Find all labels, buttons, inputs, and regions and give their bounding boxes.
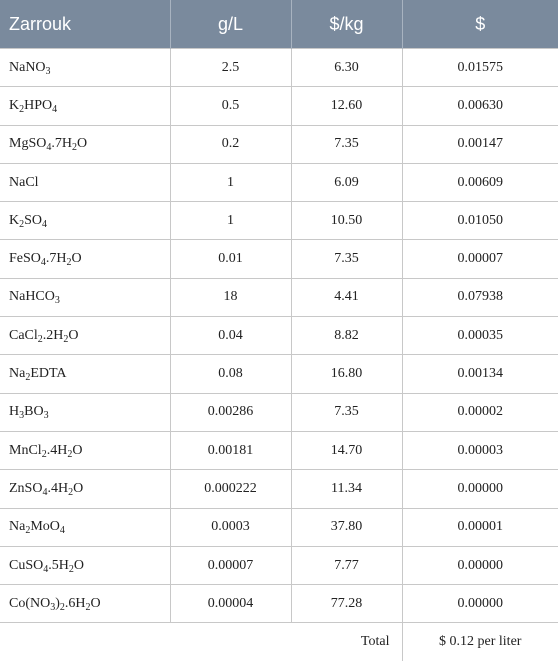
formula-subscript: 3 <box>19 410 25 422</box>
cell-cost: 0.01575 <box>402 49 558 87</box>
table-row <box>0 546 558 584</box>
formula-subscript: 2 <box>71 142 77 154</box>
formula-subscript: 2 <box>63 333 69 345</box>
cell-cost: 0.00000 <box>402 470 558 508</box>
table-body <box>0 49 558 661</box>
formula-text: .2H <box>42 327 64 343</box>
cell-concentration: 1 <box>170 202 291 240</box>
cell-concentration: 2.5 <box>170 49 291 87</box>
table-row <box>0 393 558 431</box>
cell-cost: 0.00035 <box>402 317 558 355</box>
formula-subscript: 4 <box>52 103 58 115</box>
formula-text: CuSO <box>9 557 44 573</box>
formula-subscript: 4 <box>42 218 48 230</box>
formula-text: NaNO <box>9 59 46 75</box>
cell-concentration: 0.000222 <box>170 470 291 508</box>
cell-cost: 0.00000 <box>402 546 558 584</box>
cell-compound <box>0 355 170 393</box>
formula-text: SO <box>24 212 43 228</box>
cell-price-per-kg: 7.77 <box>291 546 402 584</box>
formula-text: MnCl <box>9 442 42 458</box>
table-row <box>0 163 558 201</box>
formula-subscript: 4 <box>40 257 46 269</box>
formula-text: ZnSO <box>9 480 43 496</box>
formula-text: O <box>90 595 101 611</box>
formula-text: Na <box>9 519 26 535</box>
formula-subscript: 4 <box>43 563 49 575</box>
cell-price-per-kg: 77.28 <box>291 585 402 623</box>
formula-text: FeSO <box>9 251 41 267</box>
cell-cost: 0.00000 <box>402 585 558 623</box>
cell-price-per-kg: 7.35 <box>291 240 402 278</box>
cell-concentration: 1 <box>170 163 291 201</box>
formula-subscript: 4 <box>42 486 48 498</box>
cell-cost: 0.00002 <box>402 393 558 431</box>
formula-text: O <box>68 327 79 343</box>
formula-subscript: 4 <box>46 142 52 154</box>
formula-subscript: 3 <box>43 410 49 422</box>
column-header-cost: $ <box>402 0 558 49</box>
cell-compound <box>0 585 170 623</box>
cell-compound <box>0 240 170 278</box>
formula-text: ) <box>55 595 60 611</box>
cell-concentration: 0.5 <box>170 87 291 125</box>
cell-price-per-kg: 8.82 <box>291 317 402 355</box>
cell-concentration: 0.08 <box>170 355 291 393</box>
formula-text: BO <box>24 404 44 420</box>
cell-compound <box>0 431 170 469</box>
cell-cost: 0.00007 <box>402 240 558 278</box>
cell-cost: 0.00001 <box>402 508 558 546</box>
cell-price-per-kg: 6.09 <box>291 163 402 201</box>
formula-text: .6H <box>64 595 86 611</box>
cell-cost: 0.00134 <box>402 355 558 393</box>
formula-text: .7H <box>51 136 72 152</box>
formula-subscript: 2 <box>41 448 47 460</box>
cell-compound <box>0 393 170 431</box>
column-header-price-per-kg: $/kg <box>291 0 402 49</box>
formula-text: EDTA <box>30 366 67 382</box>
cell-compound <box>0 317 170 355</box>
formula-text: CaCl <box>9 327 38 343</box>
formula-text: O <box>73 480 84 496</box>
column-header-medium: Zarrouk <box>0 0 170 49</box>
cell-concentration: 18 <box>170 278 291 316</box>
formula-text: Na <box>9 366 26 382</box>
table-row <box>0 278 558 316</box>
formula-subscript: 2 <box>85 601 91 613</box>
formula-text: O <box>73 557 84 573</box>
cell-price-per-kg: 16.80 <box>291 355 402 393</box>
cell-cost: 0.00147 <box>402 125 558 163</box>
cell-concentration: 0.0003 <box>170 508 291 546</box>
cell-compound <box>0 125 170 163</box>
formula-subscript: 2 <box>37 333 43 345</box>
formula-text: K <box>9 212 20 228</box>
cell-compound <box>0 49 170 87</box>
cell-concentration: 0.2 <box>170 125 291 163</box>
formula-subscript: 2 <box>19 103 25 115</box>
table-row <box>0 240 558 278</box>
formula-subscript: 2 <box>25 372 31 384</box>
formula-text: H <box>9 404 20 420</box>
formula-text: O <box>76 136 88 152</box>
formula-text: K <box>9 97 20 113</box>
cell-price-per-kg: 6.30 <box>291 49 402 87</box>
formula-subscript: 2 <box>66 257 72 269</box>
cell-compound <box>0 202 170 240</box>
cell-compound <box>0 278 170 316</box>
formula-text: HPO <box>24 97 53 113</box>
formula-text: NaHCO <box>9 289 55 305</box>
formula-subscript: 2 <box>68 486 74 498</box>
formula-subscript: 2 <box>59 601 65 613</box>
formula-subscript: 2 <box>19 218 25 230</box>
formula-text: .5H <box>48 557 69 573</box>
cell-concentration: 0.04 <box>170 317 291 355</box>
formula-text: MoO <box>30 519 60 535</box>
cell-price-per-kg: 12.60 <box>291 87 402 125</box>
table-row <box>0 585 558 623</box>
cell-compound <box>0 163 170 201</box>
formula-text: O <box>71 251 82 267</box>
cell-cost: 0.07938 <box>402 278 558 316</box>
cell-concentration: 0.00286 <box>170 393 291 431</box>
cell-compound <box>0 87 170 125</box>
table-row <box>0 470 558 508</box>
column-header-concentration: g/L <box>170 0 291 49</box>
total-value: $ 0.12 per liter <box>402 623 558 661</box>
cell-compound <box>0 546 170 584</box>
cell-cost: 0.00003 <box>402 431 558 469</box>
cell-concentration: 0.00181 <box>170 431 291 469</box>
table-row <box>0 87 558 125</box>
formula-subscript: 2 <box>68 563 74 575</box>
cell-concentration: 0.00004 <box>170 585 291 623</box>
formula-subscript: 4 <box>59 525 65 537</box>
cell-concentration: 0.00007 <box>170 546 291 584</box>
table-row <box>0 49 558 87</box>
cell-price-per-kg: 11.34 <box>291 470 402 508</box>
table-row <box>0 508 558 546</box>
formula-subscript: 3 <box>50 601 56 613</box>
formula-text: MgSO <box>9 136 47 152</box>
table-row <box>0 355 558 393</box>
formula-text: .4H <box>47 480 69 496</box>
cell-price-per-kg: 4.41 <box>291 278 402 316</box>
formula-subscript: 3 <box>45 65 51 77</box>
table-row <box>0 202 558 240</box>
cell-price-per-kg: 14.70 <box>291 431 402 469</box>
table-row <box>0 431 558 469</box>
formula-text: O <box>72 442 83 458</box>
cell-cost: 0.00609 <box>402 163 558 201</box>
formula-text: Co(NO <box>9 595 51 611</box>
cell-cost: 0.00630 <box>402 87 558 125</box>
formula-text: NaCl <box>9 174 39 190</box>
table-row <box>0 317 558 355</box>
cell-price-per-kg: 10.50 <box>291 202 402 240</box>
cell-price-per-kg: 7.35 <box>291 125 402 163</box>
formula-subscript: 3 <box>54 295 60 307</box>
formula-text: .4H <box>46 442 68 458</box>
formula-subscript: 2 <box>67 448 73 460</box>
cell-compound <box>0 508 170 546</box>
table-header-row <box>0 0 558 49</box>
formula-subscript: 2 <box>25 525 31 537</box>
cell-compound <box>0 470 170 508</box>
cell-concentration: 0.01 <box>170 240 291 278</box>
cell-price-per-kg: 37.80 <box>291 508 402 546</box>
total-row <box>0 623 558 661</box>
total-label: Total <box>0 623 402 661</box>
table-row <box>0 125 558 163</box>
formula-text: .7H <box>45 251 67 267</box>
cell-cost: 0.01050 <box>402 202 558 240</box>
cell-price-per-kg: 7.35 <box>291 393 402 431</box>
